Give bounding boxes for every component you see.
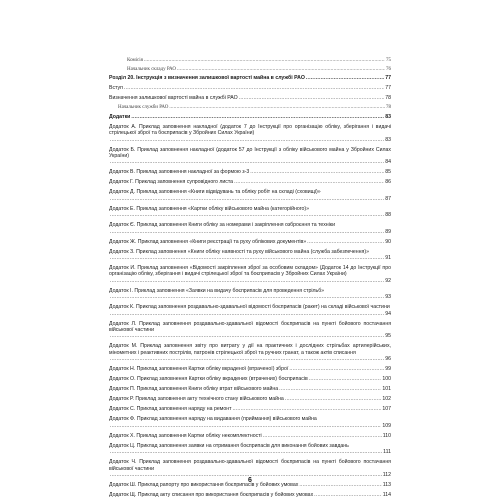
toc-entry-page: 83 (385, 113, 391, 120)
toc-entry[interactable] (109, 386, 391, 392)
toc-entry-title: Додаток И. Приклад заповнення «Відомості закріплення зброї за особовим складом» (Додаток 14 до Інструкції про організацію обліку, зберігання і видачі стрілецької зброї та боєприпасів у Збройних Силах України) (109, 265, 391, 278)
dot-leader (110, 159, 384, 165)
toc-entry-leader-row (109, 137, 391, 143)
toc-entry-title: Додаток Л. Приклад заповнення роздавально-здавальної відомості боєприпасів на пункті бойового постачання військової частини (109, 320, 391, 334)
toc-entry[interactable] (109, 189, 391, 202)
toc-entry-title: Додаток К. Приклад заповнення роздавально-здавальної відомості боєприпасів (ракет) на складі військової частини (109, 304, 390, 311)
toc-entry-title: Додаток Ж. Приклад заповнення «Книги реєстрації та руху облікових документів» (109, 238, 307, 245)
toc-entry-leader-row (109, 449, 391, 455)
toc-entry[interactable] (109, 416, 391, 429)
toc-entry-page: 112 (382, 471, 391, 478)
toc-entry[interactable] (109, 304, 391, 317)
toc-entry-title: Вступ (109, 85, 123, 92)
toc-entry-page: 110 (382, 432, 391, 439)
toc-entry-page: 88 (385, 212, 391, 219)
dot-leader (124, 85, 384, 91)
dot-leader (169, 105, 385, 111)
toc-entry-page: 113 (382, 481, 391, 488)
page-number: 6 (248, 477, 252, 484)
toc-entry-page: 78 (385, 95, 391, 102)
toc-entry[interactable] (109, 443, 391, 456)
toc-entry-page: 99 (385, 366, 391, 373)
toc-entry-leader-row (109, 356, 391, 362)
toc-entry-title: Додаток Є. Приклад заповнення Книги обліку за номерами і закріплення озброєння та техніки (109, 222, 335, 229)
toc-entry-title: Додаток Ч. Приклад заповнення роздавально-здавальної відомості боєприпасів на пункті бойового постачання військової частини (109, 459, 391, 472)
dot-leader (177, 67, 385, 73)
toc-entry-title: Додаток Р. Приклад заповнення акту технічного стану військового майна (109, 396, 284, 403)
toc-entry-title: Додаток А. Приклад заповнення накладної (додаток 7 до Інструкції про організацію обліку, зберігання і видачі стрілецької зброї та боєприпасів у Збройних Силах України) (109, 123, 391, 137)
toc-entry-title: Додатки (109, 113, 131, 120)
toc-entry-title: Додаток С. Приклад заповнення наряду на ремонт (109, 406, 232, 413)
toc-entry-page: 94 (385, 310, 391, 317)
toc-entry-page: 109 (382, 422, 391, 429)
toc-entry-page: 93 (385, 294, 391, 301)
dot-leader (110, 356, 384, 362)
toc-entry[interactable] (109, 249, 391, 262)
toc-entry-title: Додаток Г. Приклад заповнення супровідного листа (109, 179, 234, 186)
table-of-contents (109, 58, 391, 502)
toc-entry-leader-row (109, 333, 391, 339)
toc-entry-title: Додаток З. Приклад заповнення «Книги обліку наявності та руху військового майна (служба забезпечення)» (109, 248, 369, 255)
dot-leader (110, 294, 384, 300)
toc-entry[interactable] (109, 179, 391, 185)
toc-entry[interactable] (109, 67, 391, 73)
toc-entry[interactable] (109, 95, 391, 101)
toc-entry[interactable] (109, 169, 391, 175)
toc-entry-title: Комісія (127, 58, 143, 63)
toc-entry[interactable] (109, 406, 391, 412)
toc-entry-title: Додаток Ф. Приклад заповнення наряду на видавання (приймання) військового майна (109, 416, 317, 423)
toc-entry[interactable] (109, 114, 391, 120)
toc-entry-page: 86 (385, 179, 391, 186)
toc-entry-title: Додаток Н. Приклад заповнення Картки обліку вкраденої (втраченої) зброї (109, 366, 289, 373)
dot-leader (234, 179, 384, 185)
dot-leader (309, 376, 382, 382)
dot-leader (110, 137, 384, 143)
toc-entry-page: 90 (385, 238, 391, 245)
toc-entry-page: 84 (385, 159, 391, 166)
toc-entry-title: Додаток Ш. Приклад рапорту про використання боєприпасів у бойових умовах (109, 481, 299, 488)
dot-leader (110, 311, 384, 317)
toc-entry-title: Додаток Х. Приклад заповнення Картки обліку некомплектності (109, 432, 262, 439)
toc-entry-page: 100 (382, 376, 391, 383)
dot-leader (307, 239, 384, 245)
toc-entry-page: 75 (386, 58, 391, 63)
toc-entry[interactable] (109, 376, 391, 382)
toc-entry-title: Додаток Б. Приклад заповнення накладної (додаток 57 до Інструкції з обліку військового майна у Збройних Силах України) (109, 146, 391, 159)
dot-leader (232, 406, 381, 412)
dot-leader (289, 366, 384, 372)
toc-entry[interactable] (109, 459, 391, 478)
dot-leader (110, 196, 384, 202)
toc-entry-leader-row (109, 311, 391, 317)
toc-entry-title: Розділ 20. Інструкція з визначення залишкової вартості майна в службі РАО (109, 75, 305, 82)
toc-entry-title: Додаток Щ. Приклад акту списання про використання боєприпасів у бойових умовах (109, 491, 314, 498)
toc-entry[interactable] (109, 321, 391, 340)
toc-entry-title: Додаток Д. Приклад заповнення «Книги відвідувань та обліку робіт на складі (сховищі)» (109, 189, 321, 196)
toc-entry-leader-row (109, 229, 391, 235)
dot-leader (110, 449, 382, 455)
toc-entry[interactable] (109, 58, 391, 64)
toc-entry-title: Начальник служби РАО (118, 105, 169, 111)
dot-leader (306, 75, 384, 81)
toc-entry-page: 102 (382, 396, 391, 403)
dot-leader (144, 58, 385, 64)
toc-entry-leader-row (109, 196, 391, 202)
toc-entry-page: 77 (385, 75, 391, 82)
toc-entry-title: Додаток П. Приклад заповнення Книги обліку втрат військового майна (109, 386, 279, 393)
toc-entry[interactable] (109, 222, 391, 235)
toc-entry[interactable] (109, 396, 391, 402)
toc-entry-leader-row (109, 255, 391, 261)
toc-entry-page: 76 (386, 66, 391, 72)
toc-entry-page: 83 (385, 136, 391, 143)
toc-entry-page: 85 (385, 169, 391, 176)
toc-entry-leader-row (109, 278, 391, 284)
spacer (109, 498, 391, 502)
toc-entry[interactable] (109, 147, 391, 166)
toc-entry[interactable] (109, 343, 391, 362)
dot-leader (314, 492, 382, 498)
toc-entry-title: Визначення залишкової вартості майна в службі РАО (109, 95, 238, 102)
toc-entry-page: 77 (385, 85, 391, 92)
dot-leader (279, 386, 381, 392)
dot-leader (110, 255, 384, 261)
dot-leader (285, 396, 382, 402)
toc-entry-leader-row (109, 159, 391, 165)
toc-entry[interactable] (109, 239, 391, 245)
dot-leader (110, 423, 381, 429)
toc-entry-title: Додаток Ц. Приклад заповнення заявки на отримання боєприпасів для виконання бойових завдань (109, 442, 349, 449)
toc-entry[interactable] (109, 366, 391, 372)
toc-entry-page: 92 (385, 277, 391, 284)
toc-entry-page: 78 (386, 105, 391, 111)
toc-entry-page: 89 (385, 228, 391, 235)
toc-entry[interactable] (109, 288, 391, 301)
toc-entry-title: Додаток Е. Приклад заповнення «Картки обліку військового майна (категорійного)» (109, 205, 310, 212)
toc-entry[interactable] (109, 433, 391, 439)
toc-entry-title: Додаток І. Приклад заповнення «Заявки на видачу боєприпасів для проведення стрільб» (109, 287, 325, 294)
dot-leader (131, 114, 384, 120)
toc-entry-page: 91 (385, 255, 391, 262)
toc-entry[interactable] (109, 265, 391, 284)
toc-entry-leader-row (109, 212, 391, 218)
toc-entry[interactable] (109, 75, 391, 81)
toc-entry-page: 95 (385, 333, 391, 340)
dot-leader (110, 333, 384, 339)
toc-entry-title: Додаток М. Приклад заповнення звіту про витрату у дії на практичних і дослідних стрільбах артилерійських, мінометних і реактивних пострілів, патронів стрілецької зброї та ручних гранат, а також актів списання (109, 343, 391, 356)
toc-entry-page: 87 (385, 195, 391, 202)
toc-entry-title: Додаток В. Приклад заповнення накладної за формою з-3 (109, 169, 250, 176)
toc-entry[interactable] (109, 492, 391, 498)
toc-entry-page: 96 (385, 356, 391, 363)
dot-leader (110, 229, 384, 235)
dot-leader (250, 169, 384, 175)
toc-entry[interactable] (109, 105, 391, 111)
toc-entry-page: 101 (382, 386, 391, 393)
dot-leader (110, 278, 384, 284)
dot-leader (239, 95, 385, 101)
toc-entry-page: 114 (382, 491, 391, 498)
dot-leader (110, 212, 384, 218)
toc-entry-leader-row (109, 294, 391, 300)
dot-leader (263, 433, 382, 439)
toc-entry[interactable] (109, 124, 391, 143)
toc-entry-title: Додаток О. Приклад заповнення Картки обліку вкрадених (втрачених) боєприпасів (109, 376, 308, 383)
toc-entry-leader-row (109, 423, 391, 429)
toc-entry[interactable] (109, 206, 391, 219)
toc-entry-title: Начальник складу РАО (127, 66, 176, 72)
toc-entry-page: 111 (383, 449, 391, 456)
toc-entry-page: 107 (382, 406, 391, 413)
toc-entry[interactable] (109, 85, 391, 91)
